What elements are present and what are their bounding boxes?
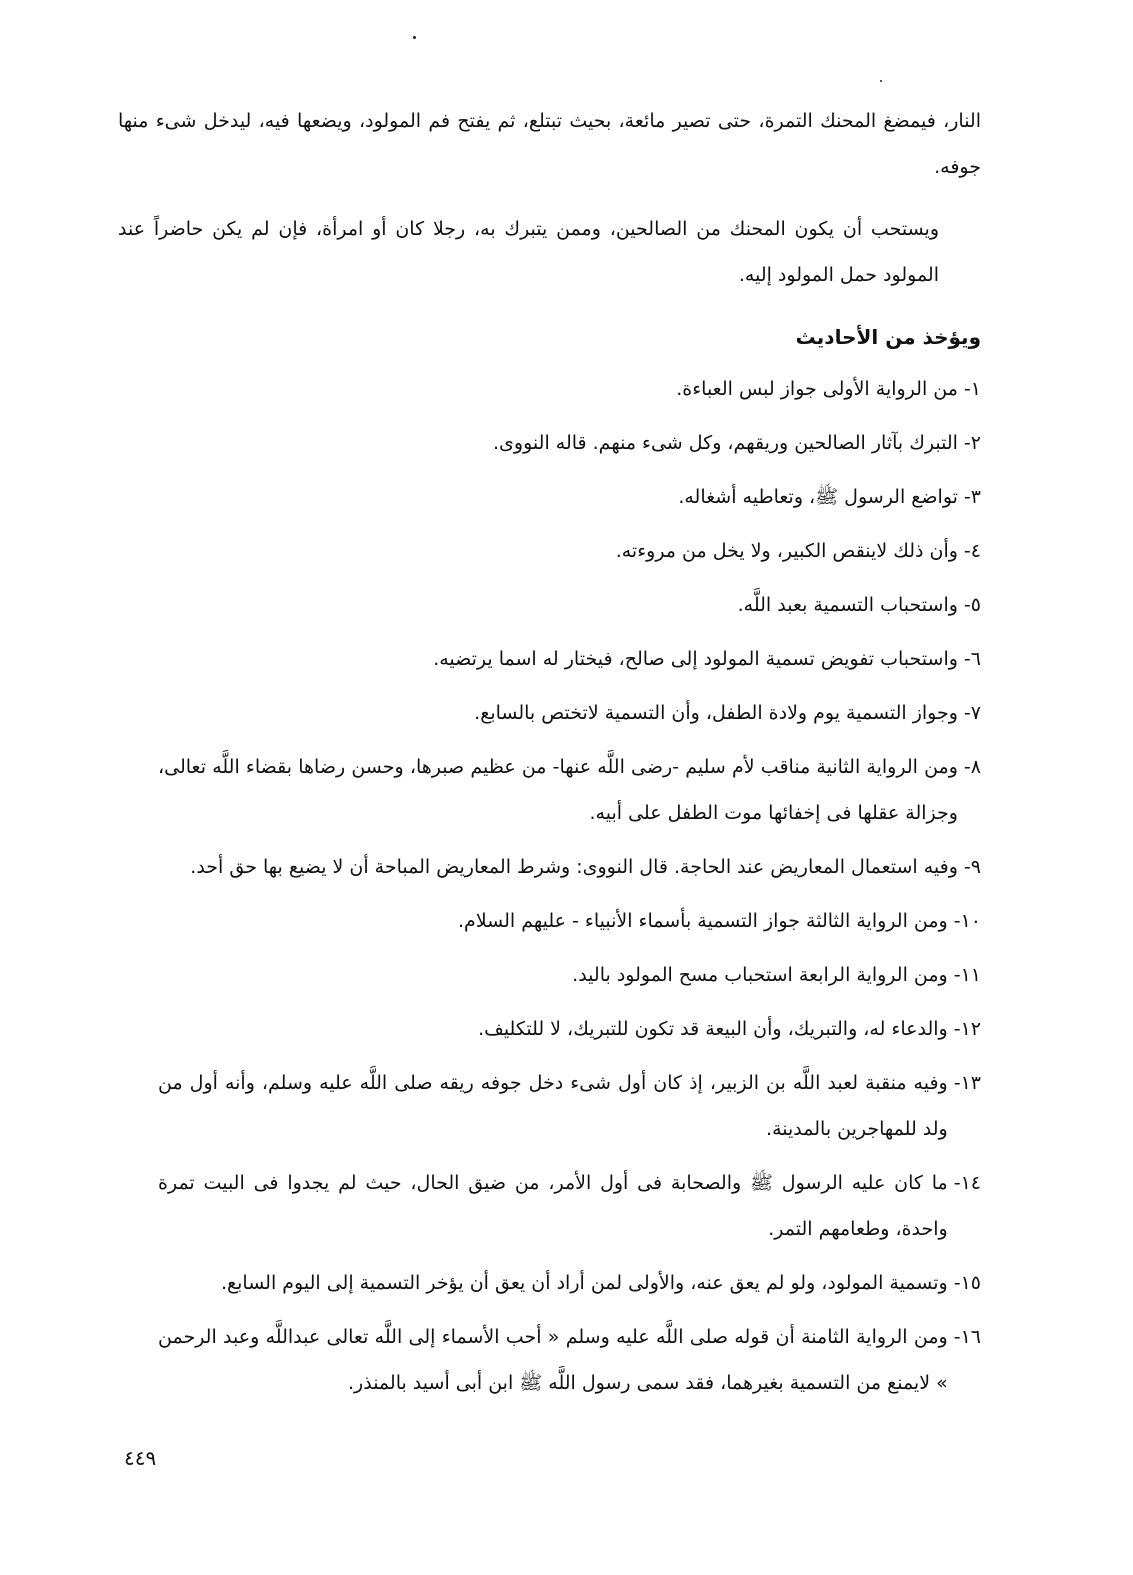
list-item: [118, 420, 981, 466]
scan-speck: [413, 36, 416, 39]
list-item: [118, 474, 981, 520]
list-item-number: ٩-: [963, 856, 981, 878]
list-item: [118, 1160, 981, 1252]
list-item-number: ٨-: [963, 756, 981, 778]
list-item-text: وجواز التسمية يوم ولادة الطفل، وأن التسمية لاتختص بالسابع.: [474, 702, 958, 724]
list-item-number: ١-: [963, 378, 981, 400]
list-item-number: ٤-: [963, 540, 981, 562]
list-item-text: وفيه منقبة لعبد اللَّه بن الزبير، إذ كان أول شىء دخل جوفه ريقه صلى اللَّه عليه وسلم، وأنه أول من ولد للمهاجرين بالمدينة.: [158, 1072, 948, 1140]
list-item: [118, 1260, 981, 1306]
list-item-text: تواضع الرسول ﷺ، وتعاطيه أشغاله.: [678, 486, 958, 508]
list-item-text: من الرواية الأولى جواز لبس العباءة.: [676, 378, 958, 400]
list-item-number: ٣-: [963, 486, 981, 508]
list-item-number: ٢-: [963, 432, 981, 454]
list-item-text: ومن الرواية الرابعة استحباب مسح المولود باليد.: [572, 964, 948, 986]
scan-speck: [880, 80, 882, 82]
list-item-text: واستحباب تفويض تسمية المولود إلى صالح، فيختار له اسما يرتضيه.: [433, 648, 958, 670]
list-item: [118, 1060, 981, 1152]
list-item: [118, 528, 981, 574]
list-item: [118, 636, 981, 682]
list-item-text: والدعاء له، والتبريك، وأن البيعة قد تكون للتبريك، لا للتكليف.: [478, 1018, 948, 1040]
list-item: [118, 844, 981, 890]
body-text: [118, 98, 981, 1414]
list-item: [118, 582, 981, 628]
list-item-number: ١٢-: [953, 1018, 981, 1040]
list-item-text: ومن الرواية الثامنة أن قوله صلى اللَّه عليه وسلم « أحب الأسماء إلى اللَّه تعالى عبداللَّه وعبد الرحمن » لايمنع من التسمية بغيرهما، فقد سمى رسول اللَّه ﷺ ابن أبى أسيد بالمنذر.: [158, 1326, 948, 1394]
list-item-text: التبرك بآثار الصالحين وريقهم، وكل شىء منهم. قاله النووى.: [493, 432, 958, 454]
list-item-number: ١٣-: [953, 1072, 981, 1094]
section-heading: ويؤخذ من الأحاديث: [795, 325, 981, 349]
list-item-number: ١٦-: [953, 1326, 981, 1348]
list-item-text: وتسمية المولود، ولو لم يعق عنه، والأولى لمن أراد أن يعق أن يؤخر التسمية إلى اليوم السابع.: [220, 1272, 948, 1294]
paragraph-2: ويستحب أن يكون المحنك من الصالحين، وممن يتبرك به، رجلا كان أو امرأة، فإن لم يكن حاضراً عند المولود حمل المولود إليه.: [118, 218, 939, 286]
list-item-number: ٥-: [963, 594, 981, 616]
list-item-text: وأن ذلك لاينقص الكبير، ولا يخل من مروءته.: [615, 540, 958, 562]
list-item: [118, 1006, 981, 1052]
page-number: ٤٤٩: [124, 1446, 157, 1470]
paragraph-1: النار، فيمضغ المحنك التمرة، حتى تصير مائعة، بحيث تبتلع، ثم يفتح فم المولود، ويضعها فيه، ليدخل شىء منها جوفه.: [118, 110, 981, 178]
list-item: [118, 898, 981, 944]
list-item-text: ومن الرواية الثالثة جواز التسمية بأسماء الأنبياء - عليهم السلام.: [458, 910, 948, 932]
list-item-text: ومن الرواية الثانية مناقب لأم سليم -رضى اللَّه عنها- من عظيم صبرها، وحسن رضاها بقضاء اللَّه تعالى، وجزالة عقلها فى إخفائها موت الطفل على أبيه.: [158, 756, 958, 824]
list-item-text: وفيه استعمال المعاريض عند الحاجة. قال النووى: وشرط المعاريض المباحة أن لا يضيع بها حق أحد.: [190, 856, 958, 878]
list-item: [118, 366, 981, 412]
list-item: [118, 690, 981, 736]
list-item: [118, 744, 981, 836]
list-item: [118, 1314, 981, 1406]
lessons-list: [118, 366, 981, 1406]
list-item-number: ١١-: [953, 964, 981, 986]
list-item-number: ٦-: [963, 648, 981, 670]
list-item-number: ١٤-: [953, 1172, 981, 1194]
list-item-number: ٧-: [963, 702, 981, 724]
list-item: [118, 952, 981, 998]
list-item-number: ١٥-: [953, 1272, 981, 1294]
list-item-text: واستحباب التسمية بعبد اللَّه.: [737, 594, 958, 616]
list-item-number: ١٠-: [953, 910, 981, 932]
list-item-text: ما كان عليه الرسول ﷺ والصحابة فى أول الأمر، من ضيق الحال، حيث لم يجدوا فى البيت تمرة واحدة، وطعامهم التمر.: [158, 1172, 948, 1240]
